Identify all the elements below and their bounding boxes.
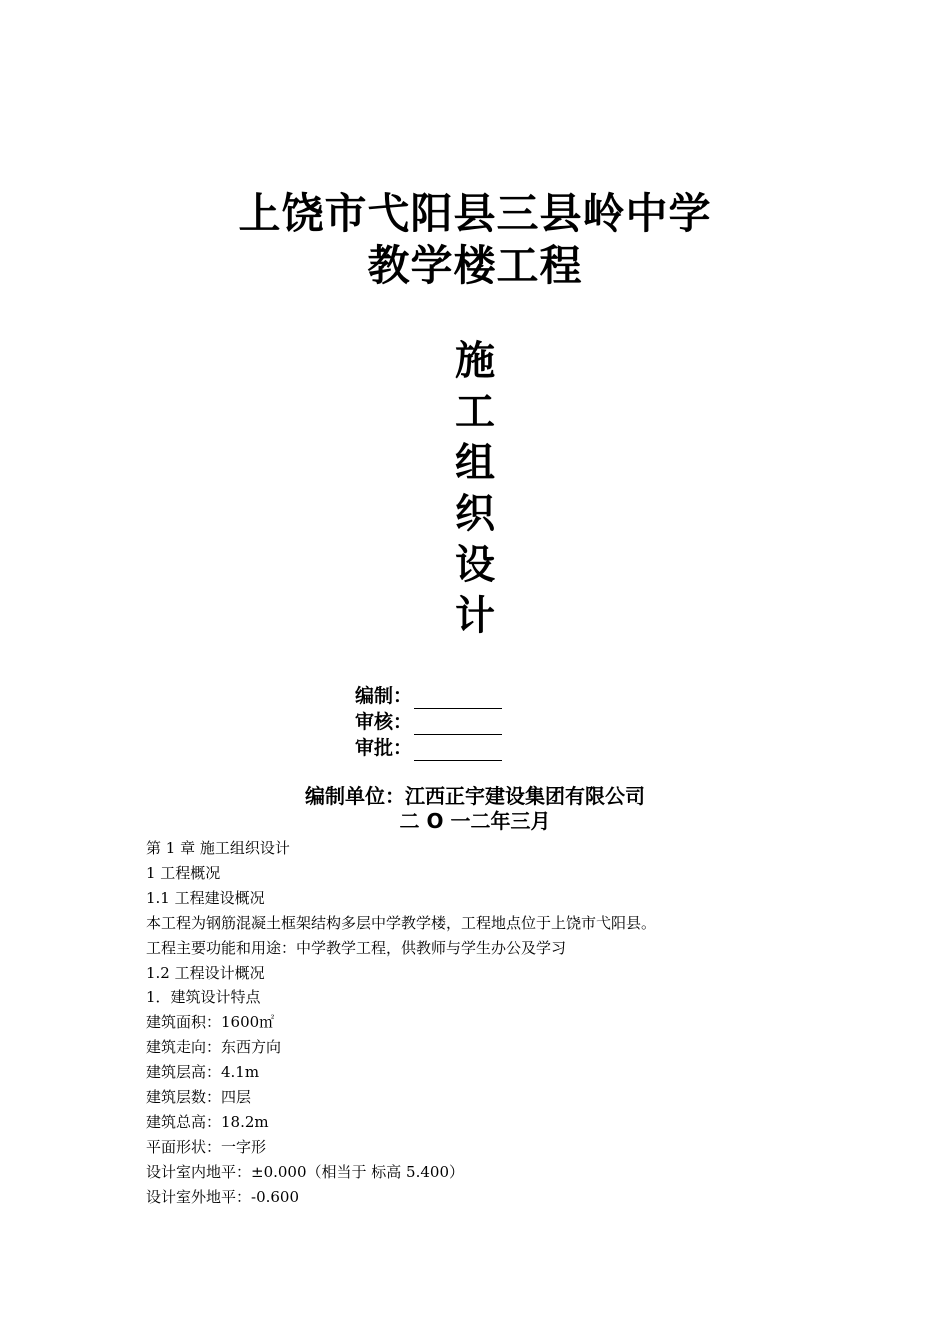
- spec-line: 平面形状：一字形: [146, 1137, 267, 1156]
- compile-date: 二 O 一二年三月: [399, 809, 551, 833]
- spec-line: 建筑总高：18.2m: [146, 1112, 269, 1131]
- project-title-line-2: 教学楼工程: [367, 241, 583, 290]
- project-title: [0, 188, 950, 292]
- compiling-unit-block: [0, 784, 950, 834]
- vertical-title-char: 织: [455, 491, 495, 537]
- document-type-title: [0, 336, 950, 642]
- spec-line: 建筑走向：东西方向: [146, 1038, 282, 1057]
- vertical-title-char: 施: [455, 338, 495, 384]
- spec-line: 建筑层高：4.1m: [146, 1063, 260, 1082]
- compile-signature-line: [414, 688, 502, 709]
- subsection-heading: 1.2 工程设计概况: [146, 963, 265, 982]
- chapter-heading: 第 1 章 施工组织设计: [146, 839, 290, 857]
- approve-row: [355, 735, 502, 761]
- vertical-title-char: 工: [455, 389, 495, 435]
- list-heading: 1．建筑设计特点: [146, 988, 261, 1007]
- vertical-title-char: 设: [455, 542, 495, 588]
- spec-line: 设计室内地平：±0.000（相当于 标高 5.400）: [146, 1162, 464, 1181]
- vertical-title-char: 组: [455, 440, 495, 486]
- paragraph: 本工程为钢筋混凝土框架结构多层中学教学楼，工程地点位于上饶市弋阳县。: [146, 913, 657, 932]
- compile-label: 编制：: [355, 685, 413, 707]
- project-title-line-1: 上饶市弋阳县三县岭中学: [238, 189, 712, 238]
- review-row: [355, 709, 502, 735]
- signoff-block: [355, 683, 502, 761]
- vertical-title-char: 计: [455, 593, 495, 639]
- subsection-heading: 1.1 工程建设概况: [146, 888, 265, 907]
- review-signature-line: [414, 714, 502, 735]
- review-label: 审核：: [355, 711, 413, 733]
- approve-signature-line: [414, 740, 502, 761]
- spec-line: 设计室外地平：-0.600: [146, 1187, 300, 1206]
- spec-line: 建筑面积：1600㎡: [146, 1013, 275, 1032]
- compiling-unit: 编制单位：江西正宇建设集团有限公司: [305, 784, 645, 808]
- compile-row: [355, 683, 502, 709]
- approve-label: 审批：: [355, 737, 413, 759]
- spec-line: 建筑层数：四层: [146, 1088, 252, 1107]
- body-text: [146, 836, 846, 1210]
- section-heading: 1 工程概况: [146, 863, 221, 882]
- paragraph: 工程主要功能和用途：中学教学工程，供教师与学生办公及学习: [146, 938, 567, 957]
